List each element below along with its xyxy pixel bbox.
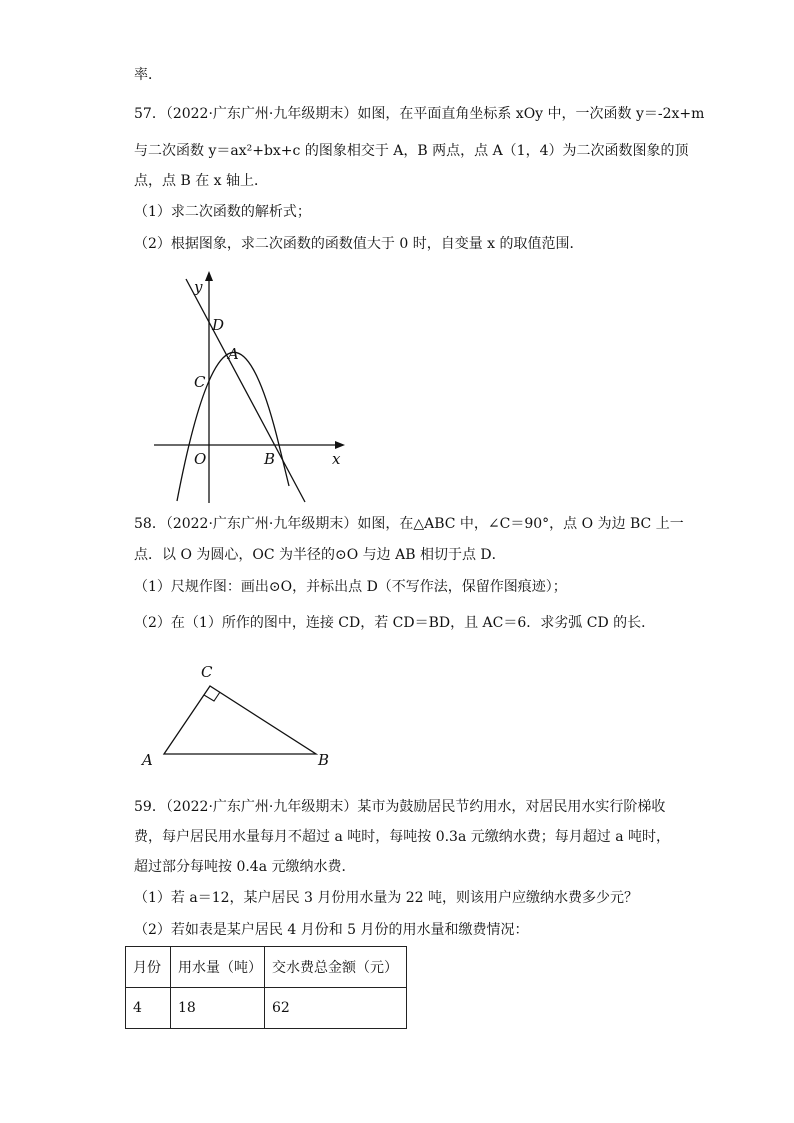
table-row [126, 988, 407, 1029]
triangle-abc [164, 686, 316, 754]
question-57-line: 57．（2022·广东广州·九年级期末）如图，在平面直角坐标系 xOy 中，一次函数 y＝-2x+m [134, 106, 705, 122]
label-y: y [194, 278, 203, 296]
question-59-line: 超过部分每吨按 0.4a 元缴纳水费． [134, 859, 356, 875]
label-C: C [201, 663, 213, 681]
table-cell: 62 [265, 988, 407, 1029]
question-58-line: 58．（2022·广东广州·九年级期末）如图，在△ABC 中，∠C＝90°，点 O 为边 BC 上一 [134, 516, 684, 532]
table-cell: 18 [171, 988, 265, 1029]
question-58-line: （2）在（1）所作的图中，连接 CD，若 CD＝BD，且 AC＝6．求劣弧 CD 的长． [134, 615, 656, 631]
right-angle-mark [204, 692, 220, 701]
question-58-line: （1）尺规作图：画出⊙O，并标出点 D（不写作法，保留作图痕迹）； [134, 579, 567, 595]
label-A: A [142, 751, 153, 769]
triangle-figure [138, 658, 338, 770]
y-axis-arrow [205, 271, 213, 281]
question-59-line: （1）若 a＝12，某户居民 3 月份用水量为 22 吨，则该用户应缴纳水费多少元？ [134, 890, 639, 906]
label-A: A [228, 345, 239, 363]
table-cell: 4 [126, 988, 171, 1029]
water-fee-table [125, 946, 407, 1029]
question-59-line: 59．（2022·广东广州·九年级期末）某市为鼓励居民节约用水，对居民用水实行阶梯收 [134, 799, 666, 815]
table-header-cell: 用水量（吨） [171, 947, 265, 988]
question-57-line: （1）求二次函数的解析式； [134, 204, 311, 220]
parabola-figure [150, 268, 350, 508]
table-header-row [126, 947, 407, 988]
question-59-line: 费，每户居民用水量每月不超过 a 吨时，每吨按 0.3a 元缴纳水费；每月超过 a 吨时， [134, 829, 671, 845]
label-C: C [194, 373, 206, 391]
question-59-line: （2）若如表是某户居民 4 月份和 5 月份的用水量和缴费情况： [134, 922, 529, 938]
table-header-cell: 交水费总金额（元） [265, 947, 407, 988]
question-58-line: 点．以 O 为圆心，OC 为半径的⊙O 与边 AB 相切于点 D． [134, 547, 506, 563]
table-header-cell: 月份 [126, 947, 171, 988]
x-axis-arrow [335, 441, 345, 449]
question-57-line: 与二次函数 y＝ax²+bx+c 的图象相交于 A，B 两点，点 A（1，4）为二次函数图象的顶 [134, 143, 689, 159]
label-D: D [212, 316, 225, 334]
label-x: x [332, 450, 341, 468]
label-B: B [264, 450, 276, 468]
question-57-line: （2）根据图象，求二次函数的函数值大于 0 时，自变量 x 的取值范围． [134, 236, 584, 252]
text-line: 率． [134, 67, 162, 83]
label-O: O [194, 450, 207, 468]
question-57-line: 点，点 B 在 x 轴上． [134, 173, 268, 189]
label-B: B [318, 751, 330, 769]
